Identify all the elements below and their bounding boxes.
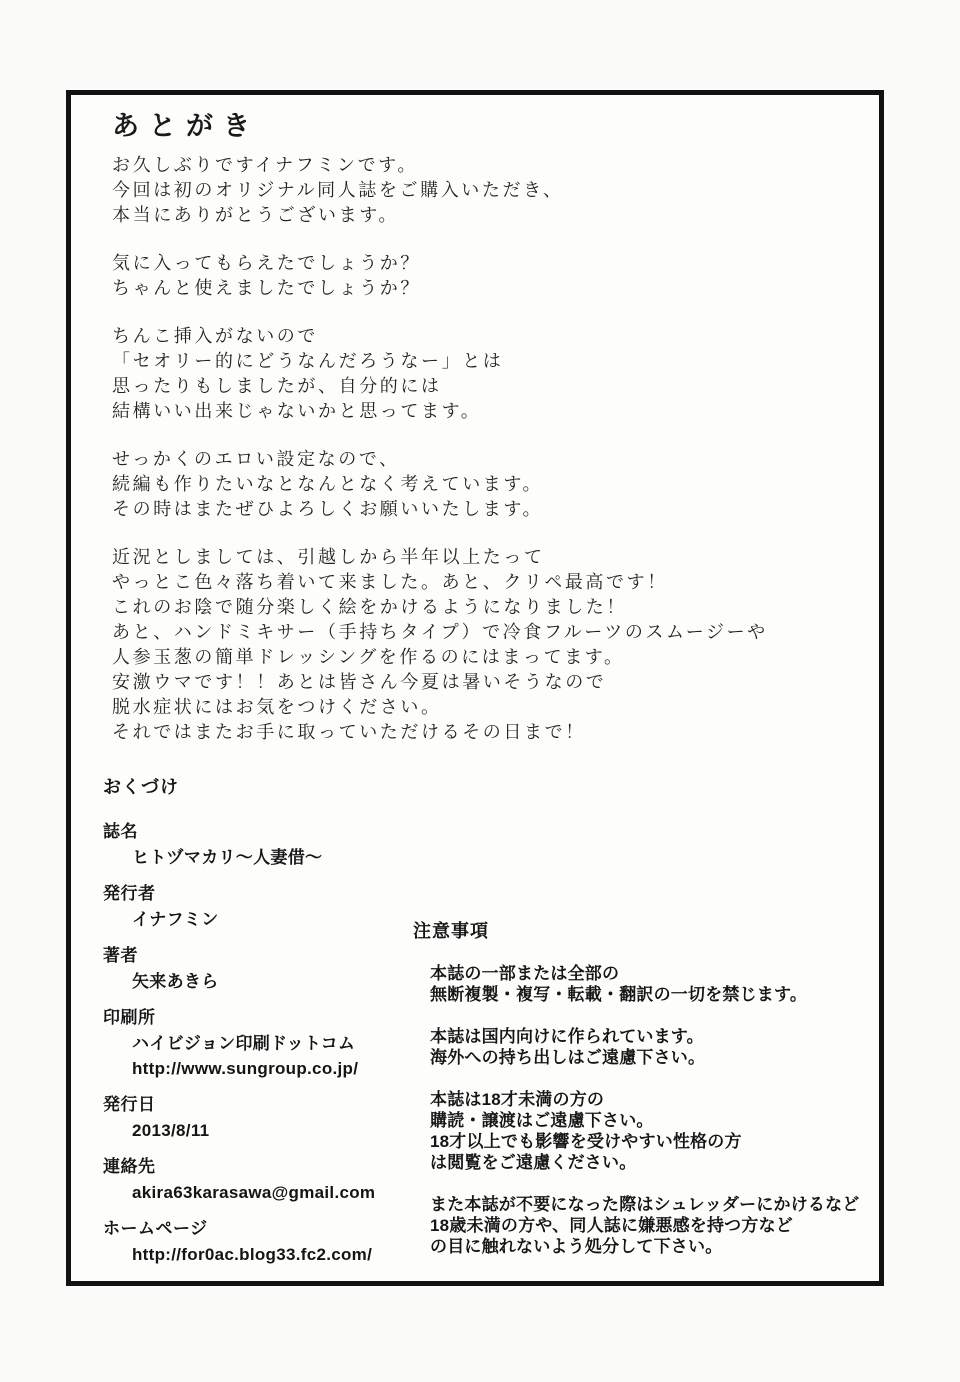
afterword-line: ちゃんと使えましたでしょうか？: [112, 278, 421, 298]
colophon-entry-homepage: [103, 1216, 433, 1267]
afterword-line: せっかくのエロい設定なので、: [112, 449, 400, 469]
afterword-title: あとがき: [112, 111, 260, 141]
notice-line: 本誌は18才未満の方の: [430, 1090, 605, 1109]
notice-line: 無断複製・複写・転載・翻訳の一切を禁じます。: [430, 985, 808, 1004]
colophon-section: [103, 775, 433, 1278]
notice-paragraph: [413, 1026, 873, 1068]
colophon-label: 著者: [103, 946, 138, 965]
afterword-paragraph: [112, 447, 852, 522]
notices-section: [413, 920, 873, 1278]
colophon-value: イナフミン: [132, 910, 219, 929]
afterword-paragraph: [112, 153, 852, 228]
afterword-line: 人参玉葱の簡単ドレッシングを作るのにはまってます。: [112, 647, 625, 667]
notice-paragraph: [413, 1194, 873, 1257]
afterword-line: 本当にありがとうございます。: [112, 205, 399, 225]
afterword-paragraph: [112, 324, 852, 424]
notice-line: の目に触れないよう処分して下さい。: [430, 1237, 723, 1256]
colophon-entry-publisher: [103, 881, 433, 932]
colophon-entry-contact: [103, 1154, 433, 1205]
notice-line: 18歳未満の方や、同人誌に嫌悪感を持つ方など: [430, 1216, 793, 1235]
colophon-entry-title: [103, 819, 433, 870]
afterword-line: 続編も作りたいなとなんとなく考えています。: [112, 474, 544, 494]
afterword-line: 安激ウマです！！あとは皆さん今夏は暑いそうなので: [112, 672, 607, 692]
notice-line: 本誌の一部または全部の: [430, 964, 620, 983]
notice-paragraph: [413, 963, 873, 1005]
notice-line: 海外への持ち出しはご遠慮下さい。: [430, 1048, 706, 1067]
colophon-title: おくづけ: [103, 777, 179, 797]
colophon-value: 2013/8/11: [132, 1121, 210, 1140]
colophon-value: ハイビジョン印刷ドットコム: [132, 1034, 356, 1053]
afterword-line: やっとこ色々落ち着いて来ました。あと、クリペ最高です！: [112, 572, 668, 592]
afterword-line: 今回は初のオリジナル同人誌をご購入いただき、: [112, 180, 564, 200]
notice-line: また本誌が不要になった際はシュレッダーにかけるなど: [430, 1195, 860, 1214]
colophon-entry-date: [103, 1092, 433, 1143]
page-border-box: [66, 90, 884, 1286]
afterword-line: 思ったりもしましたが、自分的には: [112, 376, 442, 396]
colophon-entry-author: [103, 943, 433, 994]
colophon-value: 矢来あきら: [132, 972, 219, 991]
notice-line: 購読・譲渡はご遠慮下さい。: [430, 1111, 654, 1130]
colophon-label: 連絡先: [103, 1157, 156, 1176]
afterword-section: [112, 109, 852, 768]
notices-title: 注意事項: [413, 921, 489, 941]
afterword-line: ちんこ挿入がないので: [112, 326, 318, 346]
afterword-line: 結構いい出来じゃないかと思ってます。: [112, 401, 482, 421]
notice-paragraph: [413, 1089, 873, 1173]
colophon-label: 誌名: [103, 822, 138, 841]
afterword-line: 近況としましては、引越しから半年以上たって: [112, 547, 545, 567]
afterword-line: それではまたお手に取っていただけるその日まで！: [112, 722, 586, 742]
notice-line: は閲覧をご遠慮ください。: [430, 1153, 637, 1172]
colophon-label: 発行者: [103, 884, 156, 903]
afterword-line: あと、ハンドミキサー（手持ちタイプ）で冷食フルーツのスムージーや: [112, 622, 768, 642]
colophon-label: 発行日: [103, 1095, 156, 1114]
afterword-line: その時はまたぜひよろしくお願いいたします。: [112, 499, 544, 519]
afterword-line: 気に入ってもらえたでしょうか？: [112, 253, 421, 273]
colophon-label: 印刷所: [103, 1008, 156, 1027]
colophon-entry-printer: [103, 1005, 433, 1081]
colophon-label: ホームページ: [103, 1219, 208, 1238]
afterword-paragraph: [112, 251, 852, 301]
afterword-paragraph: [112, 545, 852, 745]
afterword-line: お久しぶりですイナフミンです。: [112, 155, 418, 175]
colophon-value-url: http://www.sungroup.co.jp/: [132, 1059, 359, 1078]
notice-line: 本誌は国内向けに作られています。: [430, 1027, 704, 1046]
colophon-value: ヒトヅマカリ～人妻借～: [132, 848, 323, 867]
afterword-line: これのお陰で随分楽しく絵をかけるようになりました！: [112, 597, 627, 617]
colophon-value-email: akira63karasawa@gmail.com: [132, 1183, 376, 1202]
colophon-value-url: http://for0ac.blog33.fc2.com/: [132, 1245, 373, 1264]
afterword-line: 「セオリー的にどうなんだろうなー」とは: [112, 351, 504, 371]
notice-line: 18才以上でも影響を受けやすい性格の方: [430, 1132, 742, 1151]
afterword-line: 脱水症状にはお気をつけください。: [112, 697, 442, 717]
